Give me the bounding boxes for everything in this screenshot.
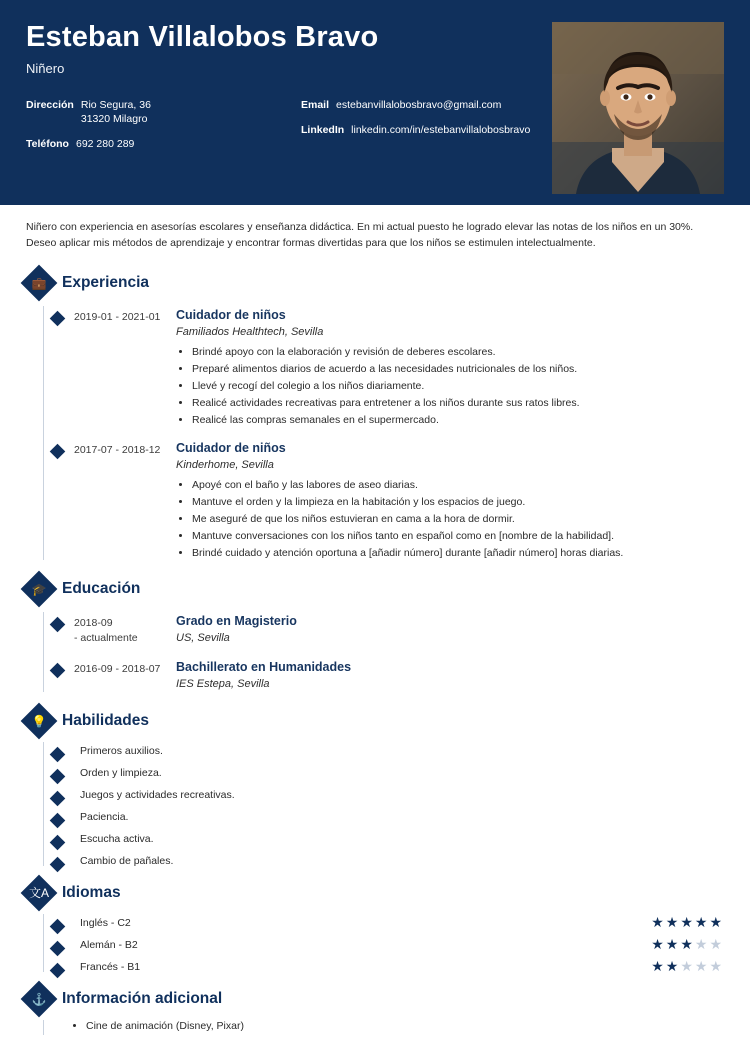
contact-email[interactable]: [301, 98, 551, 112]
entry-date: 2017-07 - 2018-12: [74, 443, 161, 456]
translate-icon: 文A: [21, 874, 58, 911]
entry-title: Bachillerato en Humanidades: [176, 659, 352, 674]
entry-subtitle: Kinderhome, Sevilla: [176, 458, 274, 471]
anchor-icon: ⚓: [21, 980, 58, 1017]
entry-title: Cuidador de niños: [176, 440, 286, 455]
entry-date: 2019-01 - 2021-01: [74, 310, 161, 323]
contact-linkedin[interactable]: [301, 123, 551, 137]
education-entry: [40, 608, 724, 654]
entry-subtitle: US, Sevilla: [176, 631, 230, 644]
list-item: • Mantuve el orden y la limpieza en la habitación y los espacios de juego.: [192, 494, 724, 511]
entry-body: [170, 441, 724, 564]
entry-subtitle: Familiados Healthtech, Sevilla: [176, 325, 324, 338]
entry-body: [170, 308, 724, 431]
entry-body: [170, 614, 724, 650]
list-item: • Realicé actividades recreativas para entretener a los niños durante sus ratos libres.: [192, 395, 724, 412]
section-additional: [0, 986, 750, 1036]
list-item: • Realicé las compras semanales en el supermercado.: [192, 412, 724, 429]
graduation-cap-icon: 🎓: [21, 570, 58, 607]
section-education: [0, 576, 750, 700]
contact-address-line1: Rio Segura, 36: [80, 98, 151, 111]
list-item: • Preparé alimentos diarios de acuerdo a las necesidades nutricionales de los niños.: [192, 361, 724, 378]
section-header-skills: [26, 708, 724, 734]
list-item: • Brindé apoyo con la elaboración y revisión de deberes escolares.: [192, 344, 724, 361]
experience-entry: [40, 302, 724, 435]
entry-date: 2016-09 - 2018-07: [74, 662, 161, 675]
entry-bullets: [192, 344, 724, 429]
list-item: [40, 912, 724, 934]
experience-timeline: [26, 302, 724, 568]
section-languages: [0, 880, 750, 978]
contact-address-line2: 31320 Milagro: [80, 113, 148, 126]
section-header-experience: [26, 270, 724, 296]
skills-list: [26, 740, 724, 872]
contact-email-value[interactable]: estebanvillalobosbravo@gmail.com: [336, 98, 502, 111]
entry-date-line1: 2018-09: [74, 616, 113, 629]
section-skills: [0, 708, 750, 872]
entry-date-line2: - actualmente: [74, 632, 138, 645]
section-title-education: Educación: [62, 579, 141, 597]
section-experience: [0, 270, 750, 568]
briefcase-icon: 💼: [21, 264, 58, 301]
list-item: • Mantuve conversaciones con los niños tanto en español como en [nombre de la habilidad].: [192, 528, 724, 545]
language-rating: ★★★★★: [651, 957, 724, 974]
diamond-bullet-icon: [50, 812, 66, 828]
language-label: Francés - B1: [80, 960, 141, 973]
language-label: Alemán - B2: [80, 938, 138, 951]
language-rating: ★★★★★: [651, 913, 724, 930]
entry-title: Cuidador de niños: [176, 307, 286, 322]
contact-address-value: [81, 98, 151, 126]
contact-phone-value: 692 280 289: [75, 138, 135, 151]
section-header-additional: [26, 986, 724, 1012]
list-item: [40, 934, 724, 956]
list-item: [40, 828, 724, 850]
list-item: [40, 850, 724, 872]
experience-entry: [40, 435, 724, 568]
diamond-bullet-icon: [50, 768, 66, 784]
list-item: [40, 740, 724, 762]
contact-column-left: [26, 98, 301, 163]
skill-label: Primeros auxilios.: [80, 744, 163, 757]
diamond-bullet-icon: [50, 834, 66, 850]
languages-list: [26, 912, 724, 978]
skill-label: Orden y limpieza.: [80, 766, 162, 779]
list-item: • Apoyé con el baño y las labores de aseo diarias.: [192, 477, 724, 494]
resume-header: [0, 0, 750, 205]
section-title-experience: Experiencia: [62, 273, 150, 291]
education-timeline: [26, 608, 724, 700]
skill-label: Cambio de pañales.: [80, 854, 174, 867]
avatar: [552, 22, 724, 194]
list-item: [40, 784, 724, 806]
list-item: • Me aseguré de que los niños estuvieran en cama a la hora de dormir.: [192, 511, 724, 528]
section-title-additional: Información adicional: [62, 989, 223, 1007]
profile-summary: Niñero con experiencia en asesorías escolares y enseñanza didáctica. En mi actual puesto he logrado elevar las notas de los niños en un 30%. Deseo aplicar mis métodos de aprendizaje y encontrar formas divertidas para que los niños se estimulen intelectualmente.: [26, 221, 694, 250]
list-item: [40, 806, 724, 828]
page-title: Esteban Villalobos Bravo: [26, 21, 379, 53]
entry-body: [170, 660, 724, 696]
contact-linkedin-label: LinkedIn: [301, 124, 345, 137]
skill-label: Paciencia.: [80, 810, 129, 823]
contact-address: [26, 98, 301, 126]
contact-linkedin-value[interactable]: linkedin.com/in/estebanvillalobosbravo: [351, 124, 531, 137]
lightbulb-icon: 💡: [21, 702, 58, 739]
additional-list-wrap: [26, 1018, 724, 1036]
diamond-bullet-icon: [50, 746, 66, 762]
diamond-bullet-icon: [50, 856, 66, 872]
list-item: [40, 956, 724, 978]
entry-title: Grado en Magisterio: [176, 613, 297, 628]
contact-address-label: Dirección: [26, 98, 74, 111]
contact-email-label: Email: [301, 98, 330, 111]
list-item: [40, 762, 724, 784]
list-item: • Brindé cuidado y atención oportuna a [añadir número] durante [añadir número] horas diarias.: [192, 545, 724, 562]
job-title: Niñero: [26, 60, 65, 76]
skill-label: Escucha activa.: [80, 832, 154, 845]
diamond-bullet-icon: [50, 962, 66, 978]
list-item: • Cine de animación (Disney, Pixar): [86, 1018, 724, 1036]
list-item: • Llevé y recogí del colegio a los niños diariamente.: [192, 378, 724, 395]
entry-subtitle: IES Estepa, Sevilla: [176, 677, 270, 690]
language-rating: ★★★★★: [651, 935, 724, 952]
diamond-bullet-icon: [50, 918, 66, 934]
diamond-bullet-icon: [50, 940, 66, 956]
entry-bullets: [192, 477, 724, 562]
contact-column-right: [301, 98, 551, 163]
diamond-bullet-icon: [50, 790, 66, 806]
contact-phone: [26, 137, 301, 151]
contact-phone-label: Teléfono: [26, 138, 69, 151]
section-title-skills: Habilidades: [62, 711, 149, 729]
section-header-languages: [26, 880, 724, 906]
education-entry: [40, 654, 724, 700]
section-header-education: [26, 576, 724, 602]
skill-label: Juegos y actividades recreativas.: [80, 788, 235, 801]
section-title-languages: Idiomas: [62, 883, 121, 901]
language-label: Inglés - C2: [80, 916, 131, 929]
additional-list: [86, 1018, 724, 1036]
